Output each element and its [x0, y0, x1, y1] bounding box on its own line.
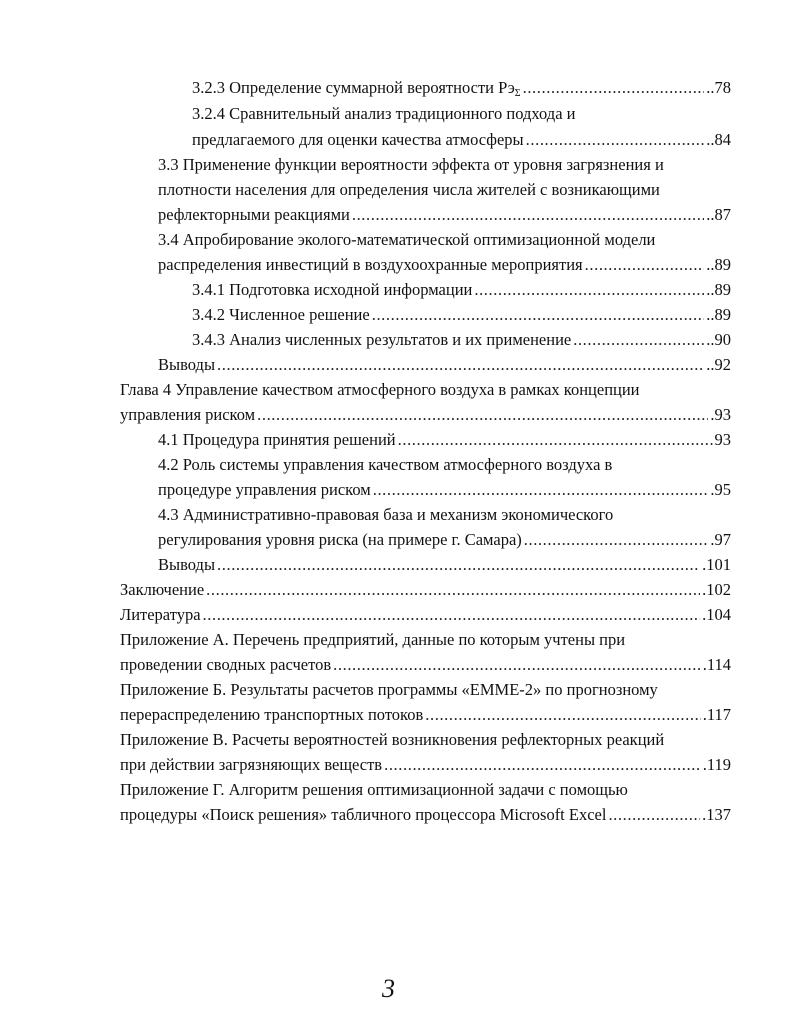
toc-entry-conclusion[interactable]: Заключение ..... .102 — [120, 580, 731, 600]
toc-entry-chapter-4-cont[interactable]: управления риском ..... .93 — [120, 405, 731, 425]
toc-entry-appendix-g[interactable]: Приложение Г. Алгоритм решения оптимизационной задачи с помощью — [120, 780, 628, 799]
toc-entry-appendix-v-cont[interactable]: при действии загрязняющих веществ ..... .119 — [120, 755, 731, 775]
leader-dots — [526, 130, 705, 150]
leader-dots — [573, 330, 704, 350]
toc-entry-appendix-g-cont[interactable]: процедуры «Поиск решения» табличного процессора Microsoft Excel ..... .137 — [120, 805, 731, 825]
leader-dots — [373, 480, 709, 500]
leader-dots — [384, 755, 701, 775]
leader-dots — [352, 205, 704, 225]
toc-entry-appendix-v[interactable]: Приложение В. Расчеты вероятностей возникновения рефлекторных реакций — [120, 730, 665, 749]
leader-dots — [217, 355, 704, 375]
toc-entry-3-3-cont2[interactable]: рефлекторными реакциями ..... ..87 — [158, 205, 731, 225]
toc-entry-3-4-1[interactable]: 3.4.1 Подготовка исходной информации ..... ..89 — [192, 280, 731, 300]
toc-entry-4-3-cont[interactable]: регулирования уровня риска (на примере г. Самара) ..... .97 — [158, 530, 731, 550]
toc-entry-3-4-cont[interactable]: распределения инвестиций в воздухоохранные мероприятия ..... ..89 — [158, 255, 731, 275]
toc-entry-4-1[interactable]: 4.1 Процедура принятия решений ..... 93 — [158, 430, 731, 450]
toc-entry-ch3-conclusions[interactable]: Выводы ..... ..92 — [158, 355, 731, 375]
leader-dots — [608, 805, 700, 825]
leader-dots — [474, 280, 704, 300]
page-number: 3 — [382, 974, 395, 1003]
toc-entry-3-3[interactable]: 3.3 Применение функции вероятности эффекта от уровня загрязнения и — [158, 155, 664, 174]
leader-dots — [206, 580, 700, 600]
leader-dots — [203, 605, 701, 625]
toc-entry-chapter-4[interactable]: Глава 4 Управление качеством атмосферного воздуха в рамках концепции — [120, 380, 640, 399]
leader-dots — [333, 655, 701, 675]
toc-entry-3-2-4-cont[interactable]: предлагаемого для оценки качества атмосферы ..... ..84 — [192, 130, 731, 150]
toc-entry-ch4-conclusions[interactable]: Выводы ..... .101 — [158, 555, 731, 575]
leader-dots — [425, 705, 700, 725]
toc-entry-appendix-a[interactable]: Приложение А. Перечень предприятий, данные по которым учтены при — [120, 630, 626, 649]
toc-entry-3-2-4[interactable]: 3.2.4 Сравнительный анализ традиционного подхода и — [192, 104, 576, 123]
toc-entry-3-3-cont[interactable]: плотности населения для определения числа жителей с возникающими — [158, 180, 660, 199]
toc-entry-4-2-cont[interactable]: процедуре управления риском ..... .95 — [158, 480, 731, 500]
toc-entry-3-4-2[interactable]: 3.4.2 Численное решение ..... ..89 — [192, 305, 731, 325]
leader-dots — [523, 78, 705, 98]
toc-entry-3-2-3[interactable]: 3.2.3 Определение суммарной вероятности $Рэ_\Sigma$ ..... ..78 — [192, 78, 731, 104]
leader-dots — [524, 530, 709, 550]
toc-entry-4-3[interactable]: 4.3 Административно-правовая база и механизм экономического — [158, 505, 614, 524]
toc-entry-appendix-a-cont[interactable]: проведении сводных расчетов ..... .114 — [120, 655, 731, 675]
leader-dots — [372, 305, 705, 325]
toc-entry-4-2[interactable]: 4.2 Роль системы управления качеством атмосферного воздуха в — [158, 455, 613, 474]
leader-dots — [257, 405, 708, 425]
toc-entry-3-4-3[interactable]: 3.4.3 Анализ численных результатов и их применение ..... ..90 — [192, 330, 731, 350]
toc-entry-appendix-b-cont[interactable]: перераспределению транспортных потоков ..... .117 — [120, 705, 731, 725]
toc-entry-3-4[interactable]: 3.4 Апробирование эколого-математической оптимизационной модели — [158, 230, 656, 249]
leader-dots — [585, 255, 705, 275]
leader-dots — [217, 555, 700, 575]
toc-entry-literature[interactable]: Литература ..... .104 — [120, 605, 731, 625]
leader-dots — [398, 430, 713, 450]
toc-entry-appendix-b[interactable]: Приложение Б. Результаты расчетов программы «ЕММЕ-2» по прогнозному — [120, 680, 658, 699]
